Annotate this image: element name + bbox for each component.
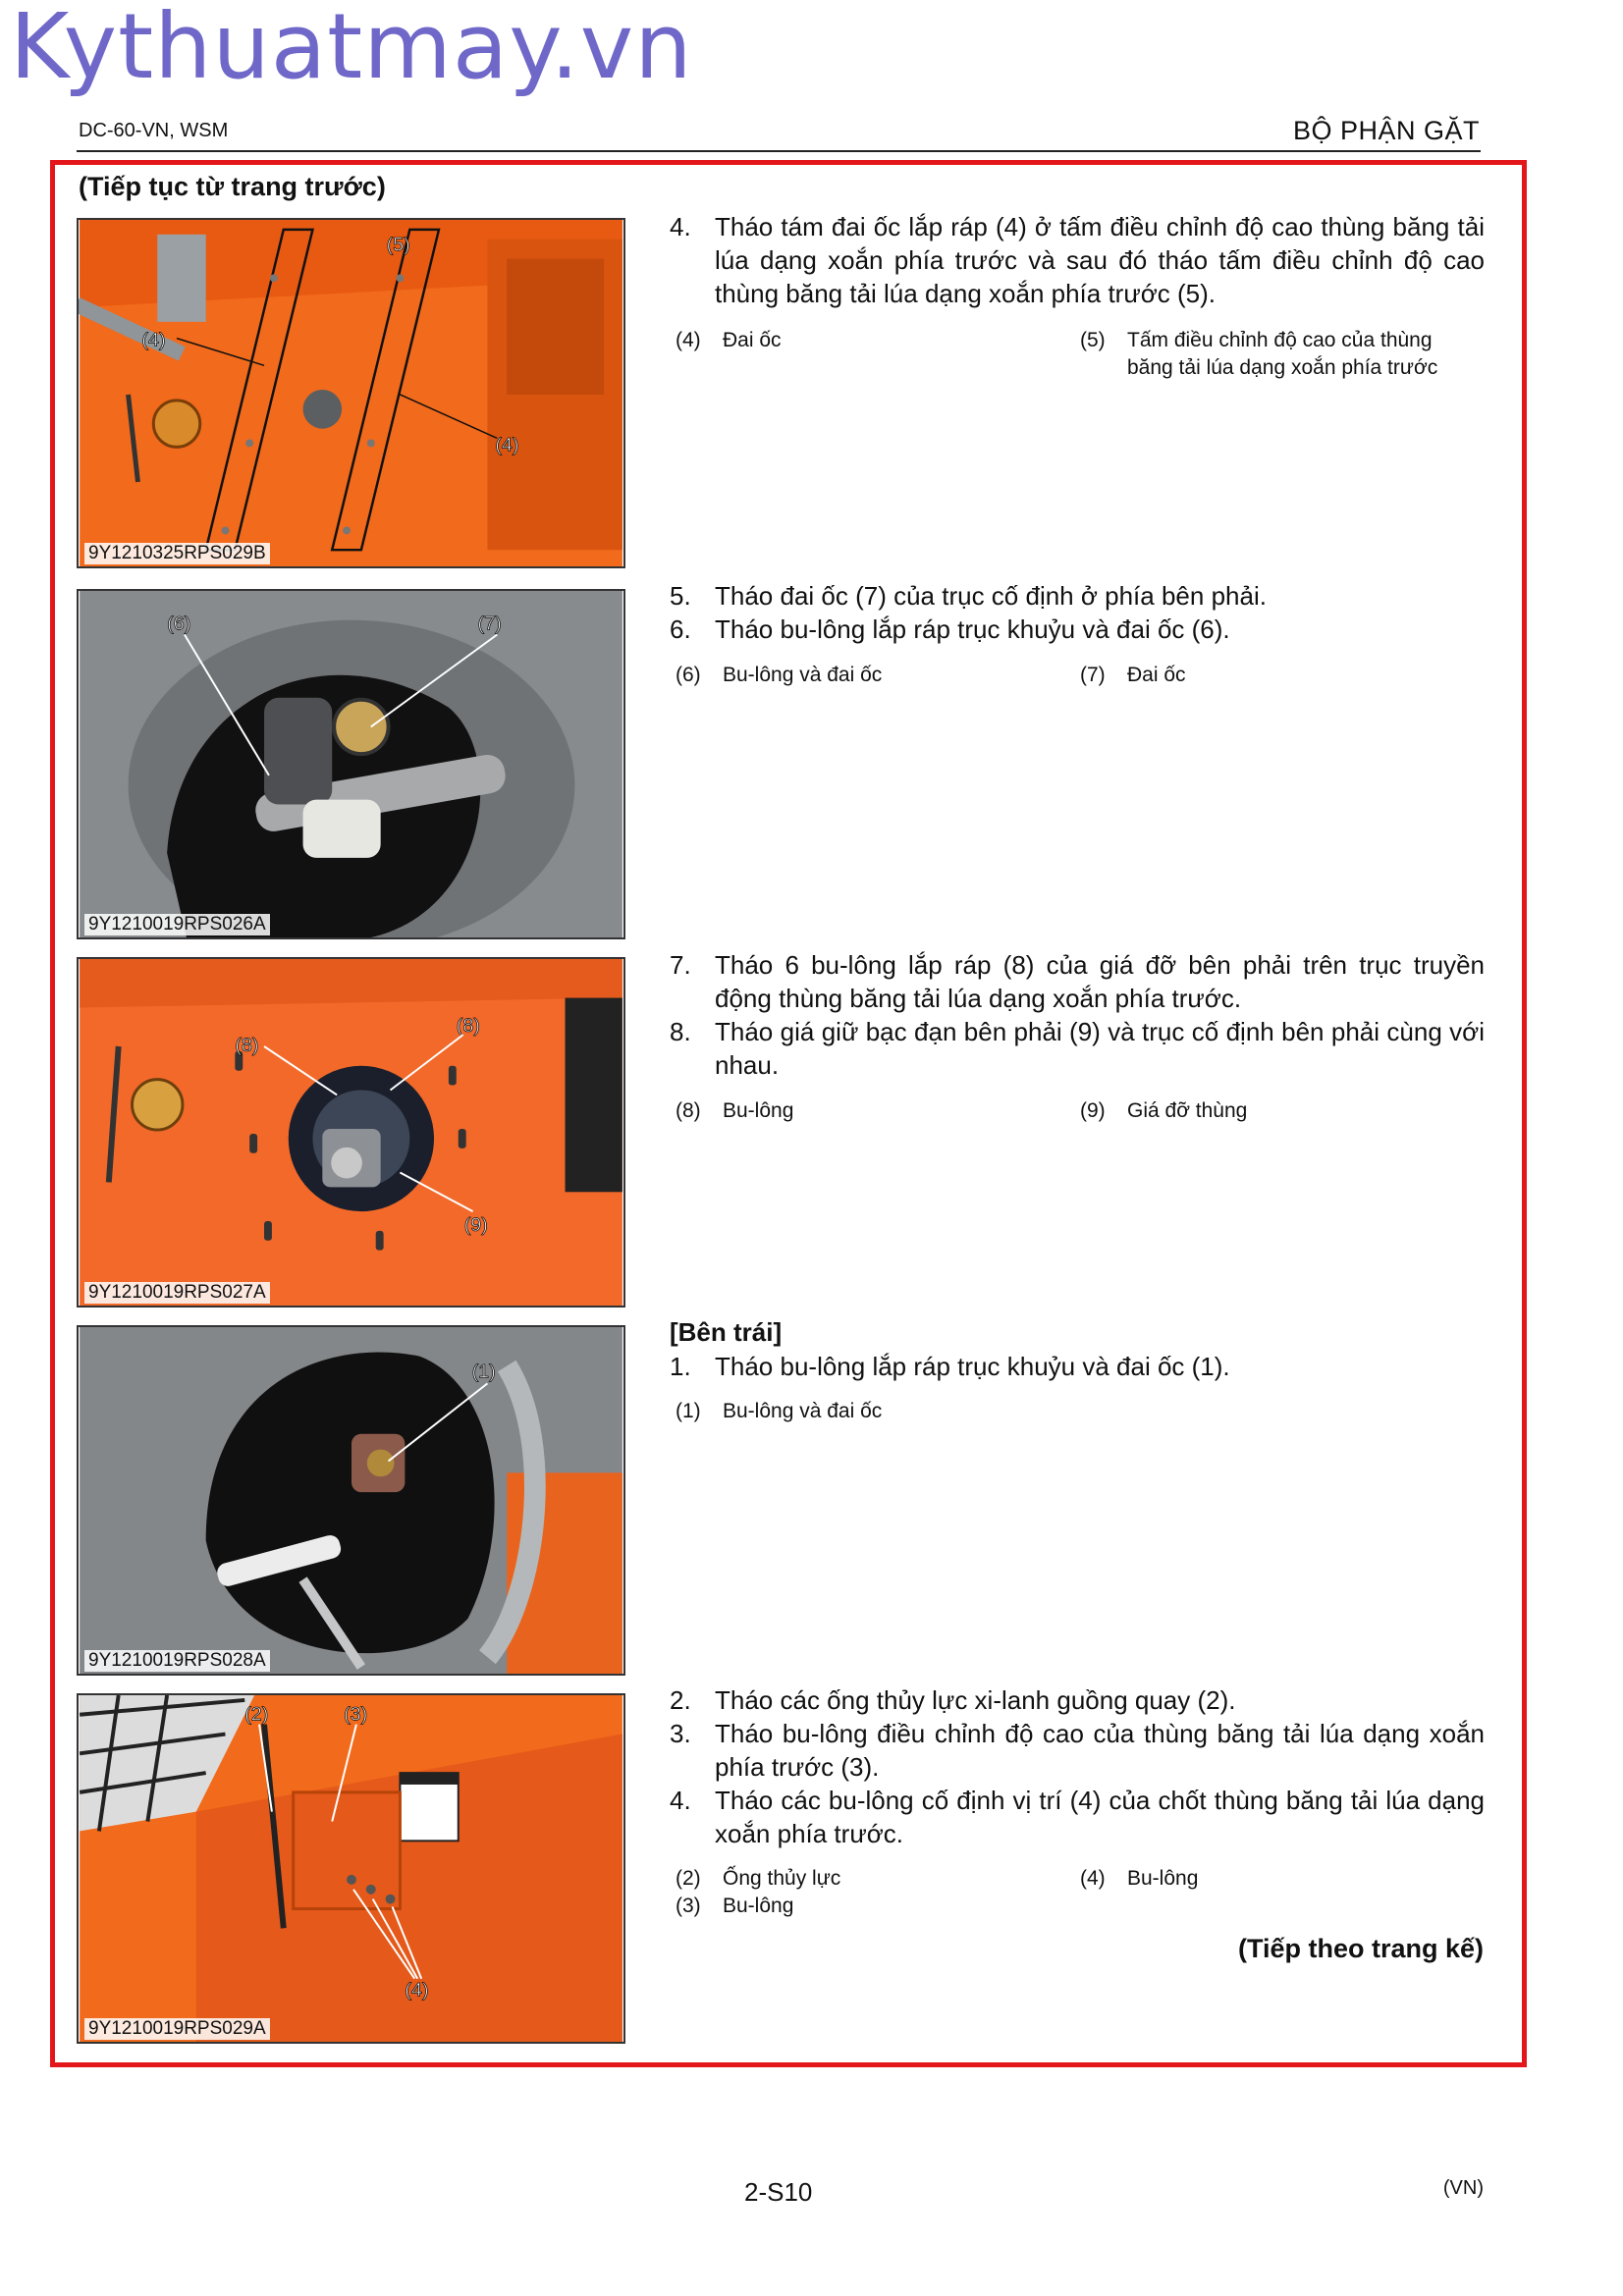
step-item: 2. Tháo các ống thủy lực xi-lanh guồng quay (2). bbox=[670, 1685, 1236, 1715]
steps-section-3 bbox=[670, 948, 1485, 1082]
step-item: 8. Tháo giá giữ bạc đạn bên phải (9) và trục cố định bên phải cùng với nhau. bbox=[670, 1017, 1485, 1080]
callout-4b: (4) bbox=[495, 434, 519, 456]
step-item: 4. Tháo tám đai ốc lắp ráp (4) ở tấm điều chỉnh độ cao thùng băng tải lúa dạng xoắn phía trước và sau đó tháo tấm điều chỉnh độ cao thùng băng tải lúa dạng xoắn phía trước (5). bbox=[670, 212, 1485, 308]
steps-section-5 bbox=[670, 1683, 1485, 1850]
step-item: 4. Tháo các bu-lông cố định vị trí (4) của chốt thùng băng tải lúa dạng xoắn phía trước. bbox=[670, 1786, 1485, 1848]
callout-9: (9) bbox=[463, 1213, 488, 1236]
legend-item: (6) Bu-lông và đai ốc bbox=[676, 664, 883, 686]
photo-code: 9Y1210325RPS029B bbox=[84, 543, 270, 564]
steps-section-2 bbox=[670, 579, 1485, 646]
photo-code: 9Y1210019RPS026A bbox=[84, 914, 270, 935]
step-item: 5. Tháo đai ốc (7) của trục cố định ở phía bên phải. bbox=[670, 581, 1267, 611]
callout-7: (7) bbox=[477, 613, 502, 635]
photo-left-crankshaft bbox=[77, 1325, 625, 1676]
legend-item: (1) Bu-lông và đai ốc bbox=[676, 1400, 883, 1422]
language-code: (VN) bbox=[1442, 2177, 1484, 2199]
photo-right-crankshaft bbox=[77, 589, 625, 939]
step-item: 1. Tháo bu-lông lắp ráp trục khuỷu và đai ốc (1). bbox=[670, 1352, 1230, 1381]
photo-hydraulic-hoses bbox=[77, 1693, 625, 2044]
photo-left-crankshaft-image bbox=[79, 1327, 623, 1674]
step-item: 7. Tháo 6 bu-lông lắp ráp (8) của giá đỡ bên phải trên trục truyền động thùng băng tải lúa dạng xoắn phía trước. bbox=[670, 950, 1485, 1013]
photo-right-crankshaft-image bbox=[79, 591, 623, 937]
callout-3: (3) bbox=[344, 1703, 368, 1726]
photo-code: 9Y1210019RPS028A bbox=[84, 1650, 270, 1672]
callout-8b: (8) bbox=[456, 1015, 480, 1038]
manual-code: DC-60-VN, WSM bbox=[79, 120, 229, 141]
photo-hydraulic-hoses-image bbox=[79, 1695, 623, 2042]
photo-right-bearing-holder bbox=[77, 957, 625, 1308]
callout-5: (5) bbox=[386, 234, 410, 256]
step-item: 6. Tháo bu-lông lắp ráp trục khuỷu và đai ốc (6). bbox=[670, 614, 1230, 644]
continued-next-label: (Tiếp theo trang kế) bbox=[1237, 1934, 1484, 1963]
step-item: 3. Tháo bu-lông điều chỉnh độ cao của thùng băng tải lúa dạng xoắn phía trước (3). bbox=[670, 1719, 1485, 1782]
callout-1: (1) bbox=[471, 1361, 496, 1383]
photo-front-auger-plate-image bbox=[79, 220, 623, 566]
page-number: 2-S10 bbox=[744, 2177, 813, 2207]
continued-from-label: (Tiếp tục từ trang trước) bbox=[79, 172, 386, 201]
section-title: BỘ PHẬN GẶT bbox=[1292, 116, 1480, 145]
legend-item: (5) Tấm điều chỉnh độ cao của thùng băng tải lúa dạng xoắn phía trước bbox=[1080, 329, 1438, 379]
legend-item: (7) Đai ốc bbox=[1080, 664, 1186, 686]
steps-section-1 bbox=[670, 210, 1485, 310]
legend-item: (8) Bu-lông bbox=[676, 1099, 794, 1122]
legend-item: (2) Ống thủy lực bbox=[676, 1867, 841, 1890]
steps-section-4 bbox=[670, 1317, 1485, 1383]
photo-front-auger-plate bbox=[77, 218, 625, 568]
callout-2: (2) bbox=[244, 1703, 269, 1726]
legend-item: (3) Bu-lông bbox=[676, 1895, 794, 1917]
photo-code: 9Y1210019RPS029A bbox=[84, 2018, 270, 2040]
legend-item: (4) Đai ốc bbox=[676, 329, 782, 351]
callout-4: (4) bbox=[405, 1979, 429, 2002]
callout-8a: (8) bbox=[235, 1034, 259, 1056]
legend-item: (4) Bu-lông bbox=[1080, 1867, 1199, 1890]
subheading-left-side: [Bên trái] bbox=[670, 1317, 783, 1347]
callout-6: (6) bbox=[167, 613, 191, 635]
header-rule bbox=[77, 150, 1481, 152]
photo-right-bearing-holder-image bbox=[79, 959, 623, 1306]
photo-code: 9Y1210019RPS027A bbox=[84, 1282, 270, 1304]
legend-item: (9) Giá đỡ thùng bbox=[1080, 1099, 1248, 1122]
watermark-logo: Kythuatmay.vn bbox=[10, 0, 693, 99]
callout-4a: (4) bbox=[141, 329, 166, 351]
